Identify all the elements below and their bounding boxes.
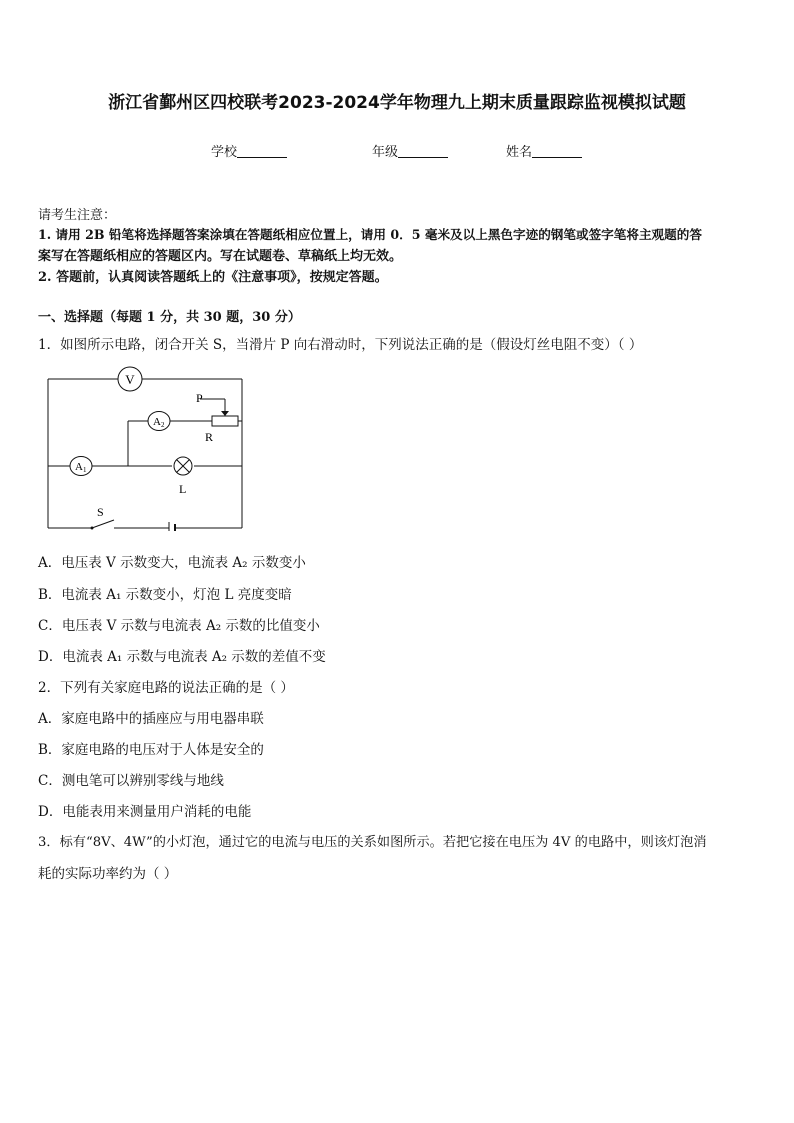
- q1-option-a: A．电压表 V 示数变大，电流表 A₂ 示数变小: [38, 555, 306, 571]
- school-blank: [237, 144, 287, 158]
- section-heading: 一、选择题（每题 1 分，共 30 题，30 分）: [38, 310, 301, 325]
- ammeter-1-subscript: 1: [83, 466, 87, 474]
- notice-item-2: 2. 答题前，认真阅读答题纸上的《注意事项》，按规定答题。: [38, 270, 388, 285]
- notice-item-1-line-1: 1. 请用 2B 铅笔将选择题答案涂填在答题纸相应位置上，请用 0．5 毫米及以上黑色字迹的钢笔或签字笔将主观题的答: [38, 227, 702, 242]
- grade-label: 年级: [372, 145, 399, 160]
- q3-stem-line-2: 耗的实际功率约为（ ）: [38, 866, 178, 882]
- slider-arrow-icon: [221, 411, 229, 416]
- lamp-icon: [174, 457, 192, 475]
- voltmeter-label: V: [125, 372, 135, 387]
- school-field: [211, 141, 287, 160]
- notice-heading: 请考生注意：: [38, 208, 117, 223]
- circuit-wires: [48, 379, 242, 528]
- ammeter-2-label: A: [153, 416, 161, 428]
- lamp-label: L: [179, 482, 187, 496]
- school-label: 学校: [211, 145, 238, 160]
- notice-item-1-line-2: 案写在答题纸相应的答题区内。写在试题卷、草稿纸上均无效。: [38, 249, 403, 264]
- grade-field: [372, 141, 448, 160]
- slider-label: P: [196, 391, 203, 405]
- q1-stem: 1．如图所示电路，闭合开关 S，当滑片 P 向右滑动时，下列说法正确的是（假设灯丝电阻不变）（ ）: [38, 337, 643, 353]
- circuit-diagram: [40, 363, 250, 531]
- switch-pivot-dot: [91, 527, 94, 530]
- page-title: 浙江省鄞州区四校联考2023-2024学年物理九上期末质量跟踪监视模拟试题: [108, 93, 686, 113]
- resistor-label: R: [205, 430, 214, 444]
- name-label: 姓名: [506, 145, 533, 160]
- name-field: [506, 141, 582, 160]
- name-blank: [532, 144, 582, 158]
- q2-option-a: A．家庭电路中的插座应与用电器串联: [38, 711, 264, 727]
- q3-stem-line-1: 3．标有“8V、4W”的小灯泡，通过它的电流与电压的关系如图所示。若把它接在电压为 4V 的电路中，则该灯泡消: [38, 835, 707, 850]
- q2-option-d: D．电能表用来测量用户消耗的电能: [38, 804, 252, 820]
- q1-option-d: D．电流表 A₁ 示数与电流表 A₂ 示数的差值不变: [38, 649, 326, 665]
- rheostat-icon: [212, 416, 238, 426]
- q1-option-b: B．电流表 A₁ 示数变小，灯泡 L 亮度变暗: [38, 587, 292, 603]
- switch-label: S: [97, 505, 104, 519]
- q2-option-c: C．测电笔可以辨别零线与地线: [38, 773, 224, 789]
- ammeter-2-subscript: 2: [161, 421, 165, 429]
- grade-blank: [398, 144, 448, 158]
- q1-option-c: C．电压表 V 示数与电流表 A₂ 示数的比值变小: [38, 618, 320, 634]
- ammeter-1-label: A: [75, 461, 83, 473]
- q2-option-b: B．家庭电路的电压对于人体是安全的: [38, 742, 264, 758]
- q2-stem: 2．下列有关家庭电路的说法正确的是（ ）: [38, 680, 294, 696]
